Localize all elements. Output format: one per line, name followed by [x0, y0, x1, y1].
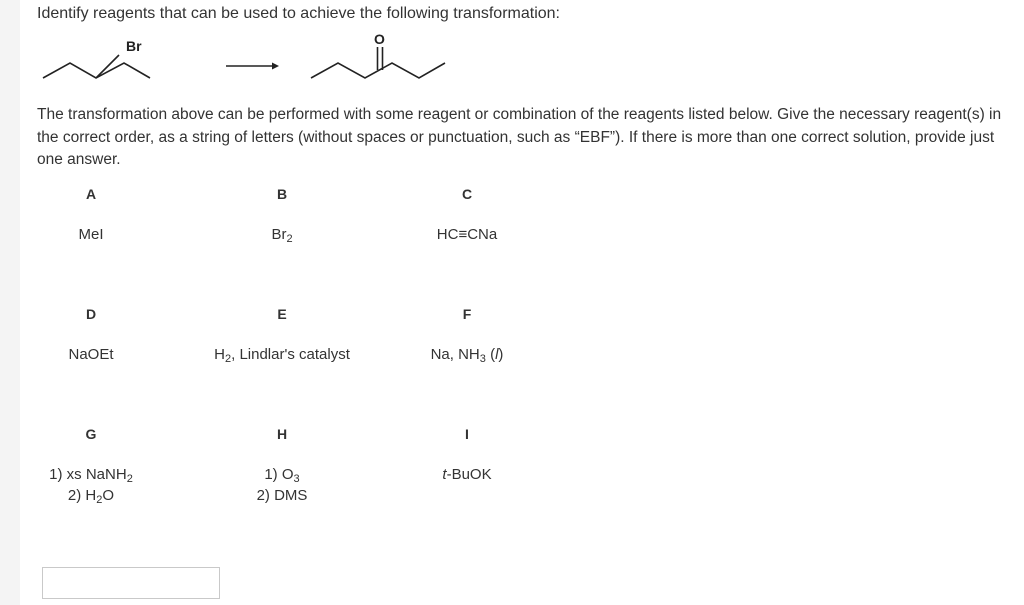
answer-input[interactable]: [42, 567, 220, 599]
reagent-letter-d: D: [85, 306, 97, 322]
question-title: Identify reagents that can be used to achieve the following transformation:: [37, 5, 560, 22]
reagent-letter-c: C: [461, 186, 473, 202]
reagent-e-pre: H: [214, 346, 225, 363]
reactant-structure: [43, 55, 150, 78]
reagent-letter-g: G: [85, 426, 97, 442]
reagent-h-line1: [257, 464, 308, 485]
reagent-letter-e: E: [277, 306, 287, 322]
reagent-i-post: -BuOK: [446, 466, 492, 483]
reagent-f-pre: Na, NH: [430, 346, 480, 363]
reagent-b-sub: 2: [286, 233, 293, 245]
product-substituent-label: O: [374, 31, 385, 47]
reagent-g-line2-sub: 2: [96, 494, 103, 506]
reagent-h-line1-sub: 3: [293, 473, 300, 485]
reagent-letter-h: H: [276, 426, 288, 442]
reagent-h: [257, 464, 308, 506]
reagent-letter-f: F: [462, 306, 472, 322]
reagent-g-line1-sub: 2: [126, 473, 133, 485]
reagent-b: [271, 224, 292, 245]
reagent-e-post: , Lindlar's catalyst: [231, 346, 350, 363]
reagent-f: [431, 344, 504, 365]
reagent-g: [49, 464, 133, 506]
question-panel: [20, 0, 1024, 605]
reagent-g-line2-post: O: [102, 487, 115, 504]
reagent-f-end: ): [498, 346, 504, 363]
reagent-i-italic: t: [442, 466, 447, 483]
reagent-d: NaOEt: [68, 346, 114, 363]
product-structure: [311, 47, 445, 78]
reagent-f-sub: 3: [479, 353, 486, 365]
reagent-letter-b: B: [276, 186, 288, 202]
reagent-f-post: (: [485, 346, 496, 363]
reagent-b-text: Br: [271, 226, 287, 243]
reagent-g-line1-pre: 1) xs NaNH: [49, 466, 127, 483]
reagent-h-line1-pre: 1) O: [264, 466, 294, 483]
reagent-g-line2-pre: 2) H: [67, 487, 97, 504]
reagent-c: HC≡CNa: [436, 226, 498, 243]
reactant-substituent-label: Br: [126, 38, 142, 54]
reagent-a: MeI: [78, 226, 104, 243]
reagent-i: [442, 464, 491, 485]
reaction-scheme: [20, 30, 1024, 100]
reagent-e: [214, 344, 350, 365]
reagent-f-italic: l: [495, 346, 499, 363]
reagent-letter-a: A: [85, 186, 97, 202]
reagent-e-sub: 2: [224, 353, 232, 365]
reaction-arrow: [226, 63, 279, 70]
reagent-letter-i: I: [465, 426, 469, 442]
instructions-text: The transformation above can be performed with some reagent or combination of the reagents listed below. Give the necessary reagent(s) in the correct order, as a string of letters (without spaces or punctuation, such as “EBF”). If there is more than one correct solution, provide just one answer.: [37, 106, 1002, 168]
reagent-g-line1: [49, 464, 133, 485]
reagent-g-line2: [49, 485, 133, 506]
reagent-h-line2: 2) DMS: [256, 487, 308, 504]
